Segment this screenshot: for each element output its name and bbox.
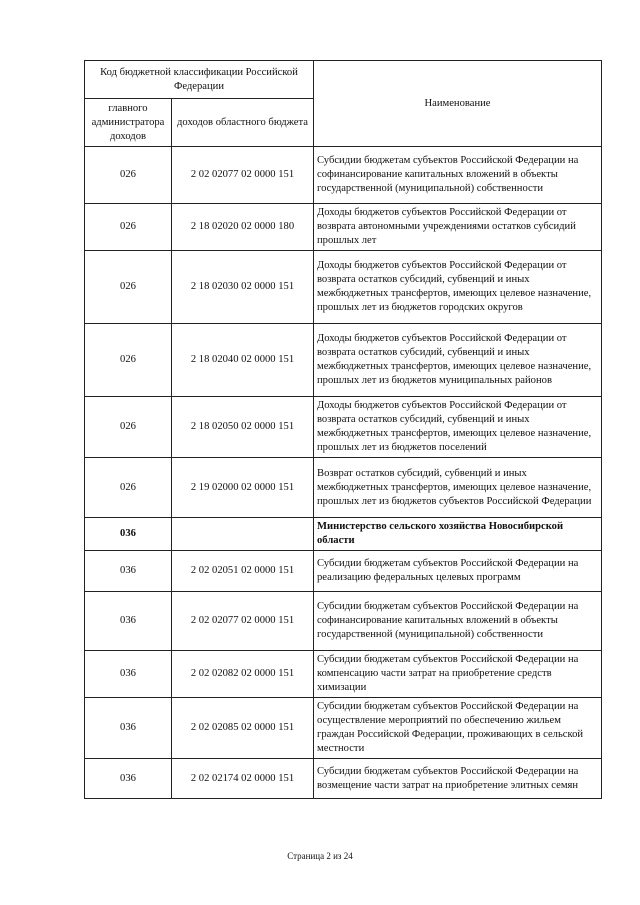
table-row: [85, 592, 602, 651]
table-row: [85, 651, 602, 698]
budget-classification-table: [84, 60, 602, 799]
admin-code-cell: 026: [85, 251, 172, 324]
admin-code-cell: 036: [85, 551, 172, 592]
admin-code-cell: 026: [85, 204, 172, 251]
income-code-cell: [172, 518, 314, 551]
income-code-cell: 2 02 02077 02 0000 151: [172, 147, 314, 204]
income-code-cell: 2 18 02020 02 0000 180: [172, 204, 314, 251]
admin-code-cell: 026: [85, 458, 172, 518]
table-row: [85, 147, 602, 204]
header-kbk: Код бюджетной классификации Российской Федерации: [85, 61, 314, 99]
income-code-cell: 2 02 02077 02 0000 151: [172, 592, 314, 651]
table-row: [85, 551, 602, 592]
table-row: [85, 698, 602, 759]
admin-code-cell: 026: [85, 147, 172, 204]
income-code-cell: 2 02 02051 02 0000 151: [172, 551, 314, 592]
income-code-cell: 2 02 02082 02 0000 151: [172, 651, 314, 698]
name-cell: Доходы бюджетов субъектов Российской Федерации от возврата остатков субсидий, субвенций и иных межбюджетных трансфертов, имеющих целевое назначение, прошлых лет из бюджетов поселений: [314, 397, 602, 458]
admin-code-cell: 036: [85, 518, 172, 551]
table-row: [85, 397, 602, 458]
income-code-cell: 2 18 02040 02 0000 151: [172, 324, 314, 397]
header-name: Наименование: [314, 61, 602, 147]
admin-code-cell: 036: [85, 651, 172, 698]
table-row: [85, 458, 602, 518]
name-cell: Субсидии бюджетам субъектов Российской Федерации на осуществление мероприятий по обеспечению жильем граждан Российской Федерации, проживающих в сельской местности: [314, 698, 602, 759]
income-code-cell: 2 02 02085 02 0000 151: [172, 698, 314, 759]
table-row: [85, 324, 602, 397]
admin-code-cell: 036: [85, 759, 172, 799]
admin-code-cell: 026: [85, 397, 172, 458]
name-cell: Министерство сельского хозяйства Новосибирской области: [314, 518, 602, 551]
name-cell: Субсидии бюджетам субъектов Российской Федерации на софинансирование капитальных вложений в объекты государственной (муниципальной) собственности: [314, 147, 602, 204]
name-cell: Субсидии бюджетам субъектов Российской Федерации на реализацию федеральных целевых программ: [314, 551, 602, 592]
table-body: [85, 61, 602, 799]
name-cell: Субсидии бюджетам субъектов Российской Федерации на возмещение части затрат на приобретение элитных семян: [314, 759, 602, 799]
admin-code-cell: 026: [85, 324, 172, 397]
table-row: [85, 518, 602, 551]
admin-code-cell: 036: [85, 698, 172, 759]
header-income: доходов областного бюджета: [172, 99, 314, 147]
header-admin: главного администратора доходов: [85, 99, 172, 147]
name-cell: Субсидии бюджетам субъектов Российской Федерации на софинансирование капитальных вложений в объекты государственной (муниципальной) собственности: [314, 592, 602, 651]
name-cell: Возврат остатков субсидий, субвенций и иных межбюджетных трансфертов, имеющих целевое назначение, прошлых лет из бюджетов субъектов Российской Федерации: [314, 458, 602, 518]
income-code-cell: 2 18 02050 02 0000 151: [172, 397, 314, 458]
table-row: [85, 251, 602, 324]
income-code-cell: 2 19 02000 02 0000 151: [172, 458, 314, 518]
income-code-cell: 2 02 02174 02 0000 151: [172, 759, 314, 799]
name-cell: Субсидии бюджетам субъектов Российской Федерации на компенсацию части затрат на приобретение средств химизации: [314, 651, 602, 698]
name-cell: Доходы бюджетов субъектов Российской Федерации от возврата остатков субсидий, субвенций и иных межбюджетных трансфертов, имеющих целевое назначение, прошлых лет из бюджетов муниципальных районов: [314, 324, 602, 397]
name-cell: Доходы бюджетов субъектов Российской Федерации от возврата остатков субсидий, субвенций и иных межбюджетных трансфертов, имеющих целевое назначение, прошлых лет из бюджетов городских округов: [314, 251, 602, 324]
header-row-top: [85, 61, 602, 99]
table-row: [85, 204, 602, 251]
name-cell: Доходы бюджетов субъектов Российской Федерации от возврата автономными учреждениями остатков субсидий прошлых лет: [314, 204, 602, 251]
income-code-cell: 2 18 02030 02 0000 151: [172, 251, 314, 324]
table-row: [85, 759, 602, 799]
admin-code-cell: 036: [85, 592, 172, 651]
page-footer: Страница 2 из 24: [287, 851, 353, 861]
